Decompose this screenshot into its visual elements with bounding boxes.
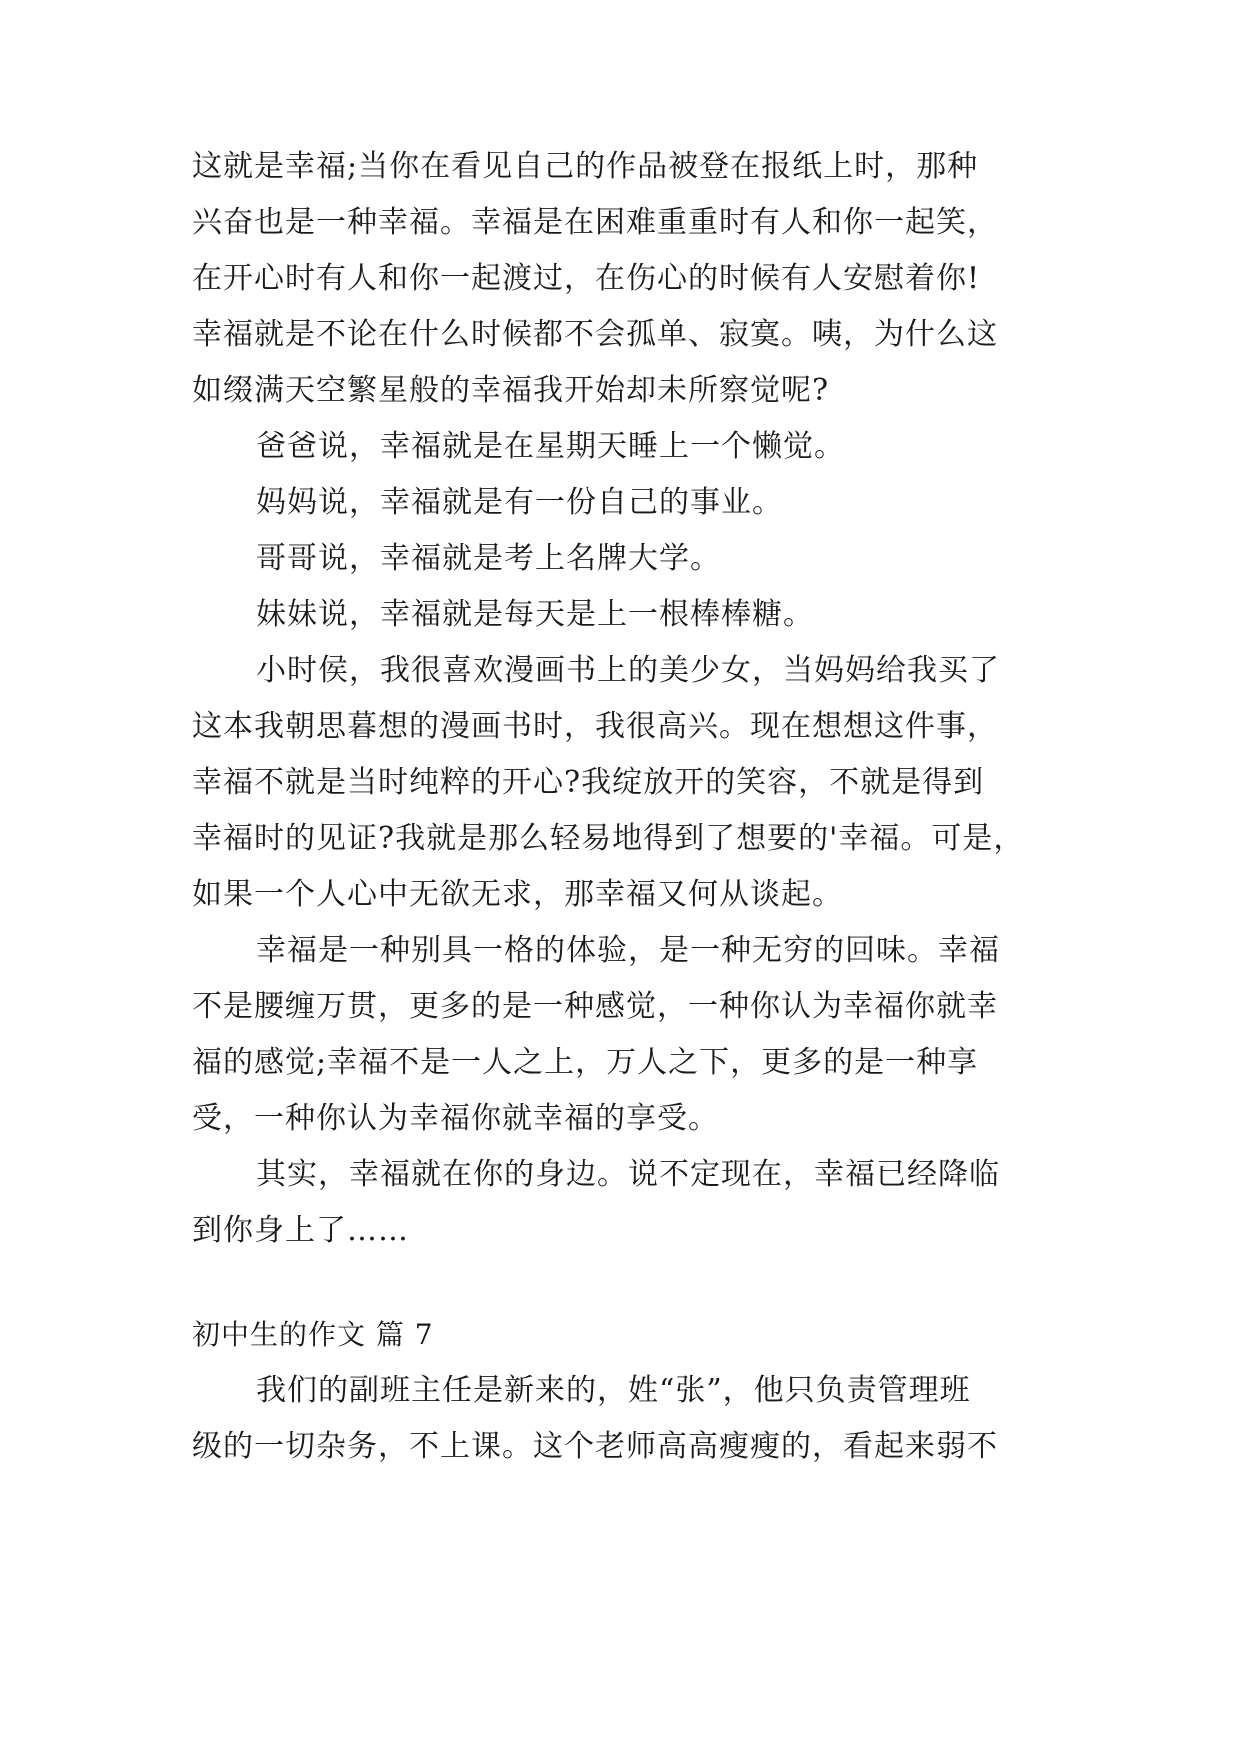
paragraph-line: 其实，幸福就在你的身边。说不定现在，幸福已经降临	[256, 1157, 1000, 1192]
paragraph-line: 幸福不就是当时纯粹的开心?我绽放开的笑容，不就是得到	[192, 765, 985, 800]
paragraph-line: 小时侯，我很喜欢漫画书上的美少女，当妈妈给我买了	[256, 653, 1000, 688]
paragraph-line: 幸福就是不论在什么时候都不会孤单、寂寞。咦，为什么这	[192, 317, 998, 352]
paragraph-line: 如缀满天空繁星般的幸福我开始却未所察觉呢?	[192, 373, 830, 408]
paragraph-line: 妈妈说，幸福就是有一份自己的事业。	[256, 485, 783, 520]
paragraph-line: 妹妹说，幸福就是每天是上一根棒棒糖。	[256, 597, 814, 632]
paragraph-line: 幸福是一种别具一格的体验，是一种无穷的回味。幸福	[256, 933, 1000, 968]
paragraph-line: 受，一种你认为幸福你就幸福的享受。	[192, 1101, 719, 1136]
paragraph-line: 爸爸说，幸福就是在星期天睡上一个懒觉。	[256, 429, 845, 464]
paragraph-line: 这就是幸福;当你在看见自己的作品被登在报纸上时，那种	[192, 149, 979, 184]
paragraph-line: 不是腰缠万贯，更多的是一种感觉，一种你认为幸福你就幸	[192, 989, 998, 1024]
section-heading: 初中生的作文 篇 7	[192, 1318, 434, 1351]
paragraph-line: 哥哥说，幸福就是考上名牌大学。	[256, 541, 721, 576]
paragraph-line: 在开心时有人和你一起渡过，在伤心的时候有人安慰着你!	[192, 261, 981, 296]
paragraph-line: 这本我朝思暮想的漫画书时，我很高兴。现在想想这件事，	[192, 709, 998, 744]
paragraph-line: 兴奋也是一种幸福。幸福是在困难重重时有人和你一起笑，	[192, 205, 998, 240]
paragraph-line: 级的一切杂务，不上课。这个老师高高瘦瘦的，看起来弱不	[192, 1429, 998, 1464]
paragraph-line: 到你身上了……	[192, 1213, 409, 1248]
paragraph-line: 幸福时的见证?我就是那么轻易地得到了想要的'幸福。可是，	[192, 821, 1025, 856]
paragraph-line: 福的感觉;幸福不是一人之上，万人之下，更多的是一种享	[192, 1045, 979, 1080]
paragraph-line: 我们的副班主任是新来的，姓“张”，他只负责管理班	[256, 1373, 971, 1408]
paragraph-line: 如果一个人心中无欲无求，那幸福又何从谈起。	[192, 877, 843, 912]
